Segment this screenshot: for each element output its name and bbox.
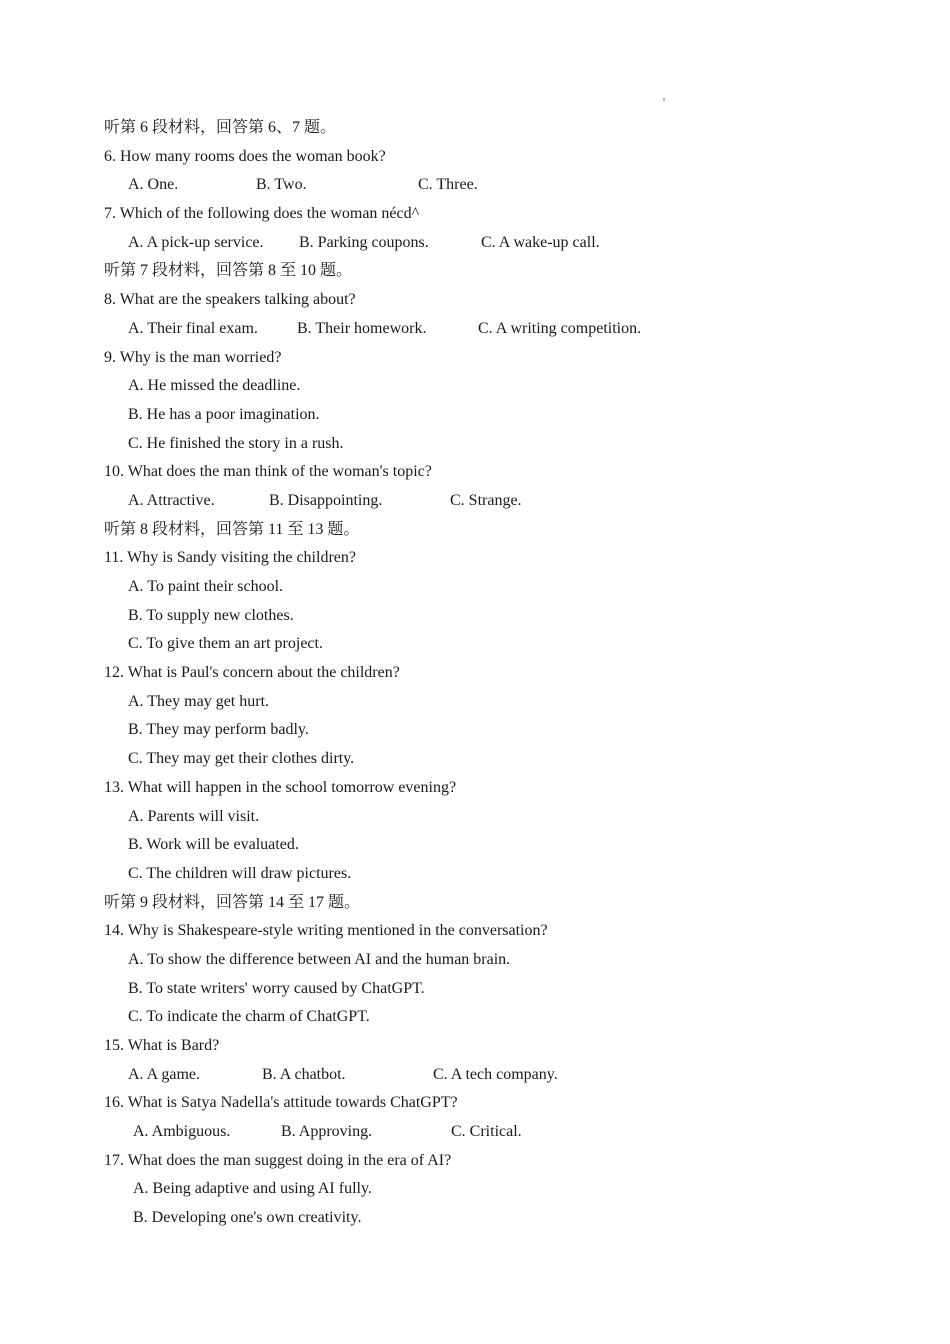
option-a: A. A game. (128, 1065, 200, 1083)
option-c: C. To give them an art project. (128, 635, 323, 653)
option-c: C. They may get their clothes dirty. (128, 750, 355, 768)
option-c: C. Critical. (451, 1123, 522, 1141)
option-b: B. A chatbot. (262, 1065, 346, 1083)
option-b: B. He has a poor imagination. (128, 405, 320, 423)
options-row-16 (104, 1118, 864, 1147)
option-a: A. Being adaptive and using AI fully. (133, 1180, 372, 1198)
option-a: A. Their final exam. (128, 319, 258, 337)
option-a: A. To paint their school. (128, 578, 284, 595)
question-6: 6. How many rooms does the woman book? (104, 147, 386, 165)
option-c: C. Strange. (450, 491, 522, 509)
question-9: 9. Why is the man worried? (104, 348, 282, 366)
question-17: 17. What does the man suggest doing in the era of AI? (104, 1151, 452, 1169)
question-13: 13. What will happen in the school tomorrow evening? (104, 778, 457, 796)
section-heading-9: 听第 9 段材料，回答第 14 至 17 题。 (104, 893, 361, 911)
option-c: C. A wake-up call. (481, 233, 600, 251)
option-b: B. To state writers' worry caused by ChatGPT. (128, 979, 425, 997)
question-8: 8. What are the speakers talking about? (104, 291, 356, 309)
option-b: B. Work will be evaluated. (128, 836, 299, 854)
options-row-6 (104, 171, 864, 200)
question-10: 10. What does the man think of the woman's topic? (104, 463, 432, 481)
option-b: B. Disappointing. (269, 491, 383, 509)
option-a: A. They may get hurt. (128, 692, 270, 710)
option-a: A. He missed the deadline. (128, 377, 301, 395)
option-b: B. To supply new clothes. (128, 606, 294, 624)
options-row-10 (104, 487, 864, 516)
option-c: C. Three. (418, 176, 478, 194)
question-12: 12. What is Paul's concern about the children? (104, 664, 400, 682)
option-b: B. Developing one's own creativity. (133, 1209, 362, 1227)
option-a: A. One. (128, 176, 179, 194)
question-14: 14. Why is Shakespeare-style writing mentioned in the conversation? (104, 922, 548, 940)
question-11: 11. Why is Sandy visiting the children? (104, 549, 356, 567)
listening-section (104, 114, 864, 1233)
option-a: A. Ambiguous. (133, 1123, 231, 1141)
option-b: B. Parking coupons. (299, 233, 429, 251)
options-row-7 (104, 229, 864, 258)
option-b: B. Their homework. (297, 319, 427, 337)
options-row-8 (104, 315, 864, 344)
option-c: C. A tech company. (433, 1065, 558, 1083)
option-c: C. To indicate the charm of ChatGPT. (128, 1008, 370, 1026)
option-b: B. Approving. (281, 1123, 373, 1141)
option-a: A. Parents will visit. (128, 807, 260, 825)
section-heading-8: 听第 8 段材料，回答第 11 至 13 题。 (104, 520, 360, 538)
option-a: A. To show the difference between AI and the human brain. (128, 950, 511, 968)
option-c: C. A writing competition. (478, 319, 642, 337)
scan-speck (663, 98, 665, 101)
question-16: 16. What is Satya Nadella's attitude towards ChatGPT? (104, 1094, 458, 1112)
option-a: A. A pick-up service. (128, 233, 264, 251)
option-c: C. The children will draw pictures. (128, 864, 352, 882)
section-heading-6: 听第 6 段材料，回答第 6、7 题。 (104, 119, 337, 136)
option-b: B. They may perform badly. (128, 721, 309, 739)
option-c: C. He finished the story in a rush. (128, 434, 344, 452)
question-7: 7. Which of the following does the woman nécd^ (104, 205, 420, 223)
option-a: A. Attractive. (128, 491, 215, 509)
options-row-15 (104, 1061, 864, 1090)
option-b: B. Two. (256, 176, 307, 194)
section-heading-7: 听第 7 段材料，回答第 8 至 10 题。 (104, 262, 353, 280)
question-15: 15. What is Bard? (104, 1037, 220, 1054)
